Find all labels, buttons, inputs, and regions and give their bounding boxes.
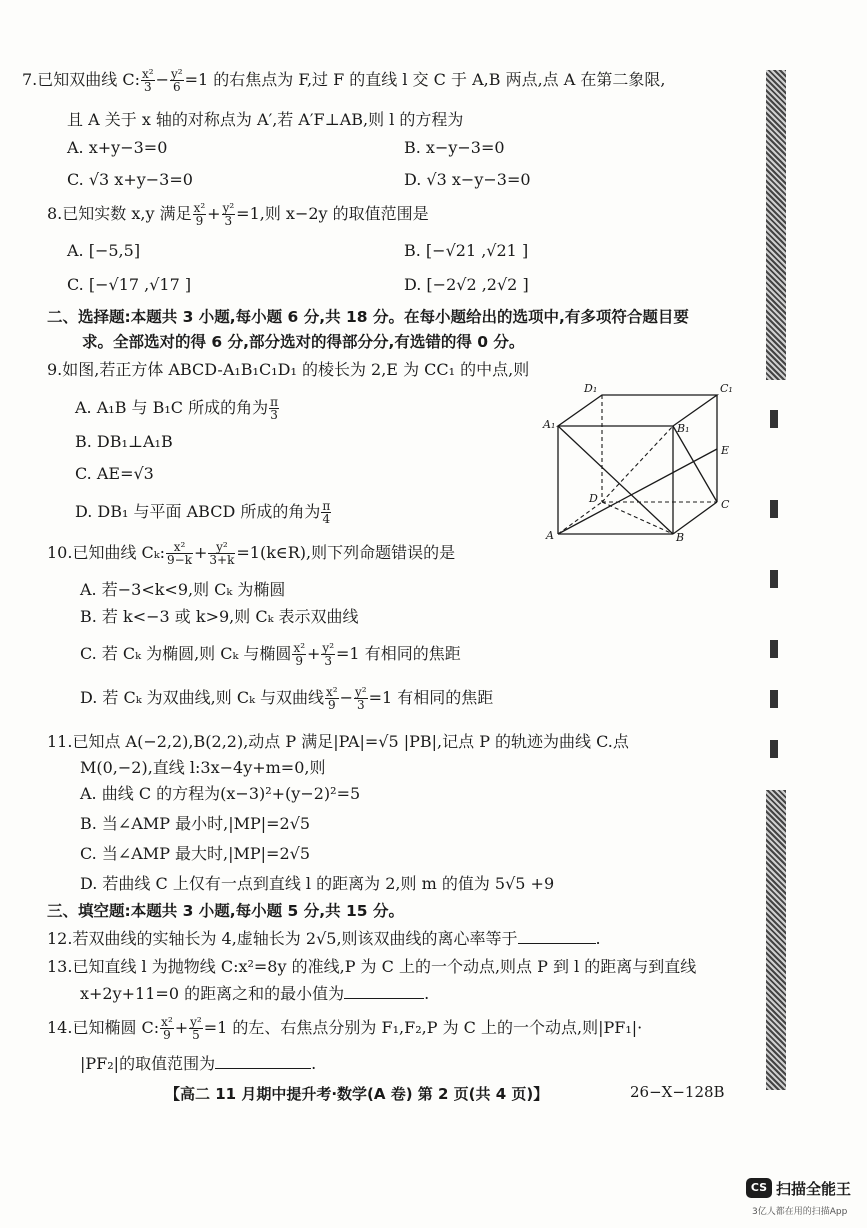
label-C1: C₁ — [720, 382, 733, 395]
q13-stem-line2: x+2y+11=0 的距离之和的最小值为 . — [80, 984, 430, 1003]
diag-DB — [602, 502, 673, 534]
q7-stem-line1: 7.已知双曲线 C: $\frac{\text{x²}}{3}$ − $\frac{\text{y²}}{6}$ =1 的右焦点为 F,过 F 的直线 l 交 C 于 A,B 两点,点 A 在第二象限, — [22, 67, 666, 94]
q8-option-b: B. [−√21 ,√21 ] — [404, 241, 529, 260]
section3-heading: 三、填空题:本题共 3 小题,每小题 5 分,共 15 分。 — [47, 902, 404, 920]
q11-option-a: A. 曲线 C 的方程为(x−3)²+(y−2)²=5 — [80, 784, 361, 803]
camscanner-logo-icon: CS — [746, 1178, 772, 1198]
diag-A1B — [558, 426, 673, 534]
margin-mark — [770, 640, 778, 658]
binding-strip-top — [766, 70, 786, 380]
section2-heading-line1: 二、选择题:本题共 3 小题,每小题 6 分,共 18 分。在每小题给出的选项中,有多项符合题目要 — [47, 308, 689, 326]
margin-mark — [770, 740, 778, 758]
page-footer: 【高二 11 月期中提升考·数学(A 卷) 第 2 页(共 4 页)】 — [165, 1085, 549, 1103]
q10-option-d: D. 若 Cₖ 为双曲线,则 Cₖ 与双曲线 $\frac{\text{x²}}{9}$ − $\frac{\text{y²}}{3}$ =1 有相同的焦距 — [80, 685, 494, 712]
edge-AD — [558, 502, 602, 534]
q14-stem-line1: 14.已知椭圆 C: $\frac{\text{x²}}{9}$ + $\frac{\text{y²}}{5}$ =1 的左、右焦点分别为 F₁,F₂,P 为 C 上的一个动点,则|PF₁|· — [47, 1015, 643, 1042]
q7-option-b: B. x−y−3=0 — [404, 138, 505, 157]
section2-heading-line2: 求。全部选对的得 6 分,部分选对的得部分分,有选错的得 0 分。 — [82, 333, 525, 351]
camscanner-tagline: 3亿人都在用的扫描App — [752, 1207, 848, 1217]
q12-stem: 12.若双曲线的实轴长为 4,虚轴长为 2√5,则该双曲线的离心率等于 . — [47, 929, 601, 948]
answer-blank[interactable] — [215, 1054, 311, 1069]
q7-stem-line2: 且 A 关于 x 轴的对称点为 A′,若 A′F⊥AB,则 l 的方程为 — [67, 110, 464, 129]
margin-mark — [770, 690, 778, 708]
exam-code: 26−X−128B — [630, 1083, 725, 1101]
cube-top-face — [558, 395, 717, 426]
q9-stem: 9.如图,若正方体 ABCD-A₁B₁C₁D₁ 的棱长为 2,E 为 CC₁ 的中点,则 — [47, 360, 530, 379]
label-B1: B₁ — [677, 422, 690, 435]
margin-mark — [770, 410, 778, 428]
q8-option-c: C. [−√17 ,√17 ] — [67, 275, 192, 294]
q11-option-b: B. 当∠AMP 最小时,|MP|=2√5 — [80, 814, 311, 833]
camscanner-name: 扫描全能王 — [776, 1180, 852, 1198]
label-A1: A₁ — [543, 418, 556, 431]
q11-option-c: C. 当∠AMP 最大时,|MP|=2√5 — [80, 844, 311, 863]
q13-stem-line1: 13.已知直线 l 为抛物线 C:x²=8y 的准线,P 为 C 上的一个动点,则点 P 到 l 的距离与到直线 — [47, 957, 697, 976]
edge-BC — [673, 502, 717, 534]
q10-option-c: C. 若 Cₖ 为椭圆,则 Cₖ 与椭圆 $\frac{\text{x²}}{9}$ + $\frac{\text{y²}}{3}$ =1 有相同的焦距 — [80, 641, 461, 668]
diag-DB1 — [602, 426, 673, 502]
q9-option-a: A. A₁B 与 B₁C 所成的角为 $\frac{\pi}{3}$ — [75, 395, 279, 422]
q10-option-a: A. 若−3<k<9,则 Cₖ 为椭圆 — [80, 580, 286, 599]
q11-stem-line2: M(0,−2),直线 l:3x−4y+m=0,则 — [80, 758, 326, 777]
margin-mark — [770, 500, 778, 518]
segment-AE — [558, 449, 717, 534]
diag-B1C — [673, 426, 717, 502]
q10-option-b: B. 若 k<−3 或 k>9,则 Cₖ 表示双曲线 — [80, 607, 359, 626]
q7-option-c: C. √3 x+y−3=0 — [67, 170, 193, 189]
q7-option-d: D. √3 x−y−3=0 — [404, 170, 531, 189]
label-E: E — [721, 444, 730, 457]
q14-stem-line2: |PF₂|的取值范围为 . — [80, 1054, 317, 1073]
q8-stem: 8.已知实数 x,y 满足 $\frac{\text{x²}}{9}$ + $\frac{\text{y²}}{3}$ =1,则 x−2y 的取值范围是 — [47, 201, 429, 228]
cube-figure — [540, 378, 740, 548]
label-A: A — [546, 529, 554, 542]
label-C: C — [721, 498, 730, 511]
answer-blank[interactable] — [518, 929, 596, 944]
q7-option-a: A. x+y−3=0 — [67, 138, 168, 157]
q11-option-d: D. 若曲线 C 上仅有一点到直线 l 的距离为 2,则 m 的值为 5√5 +9 — [80, 874, 555, 893]
q10-stem: 10.已知曲线 Cₖ: $\frac{\text{x²}}{9-k}$ + $\frac{\text{y²}}{3+k}$ =1(k∈R),则下列命题错误的是 — [47, 540, 456, 567]
label-D: D — [589, 492, 598, 505]
answer-blank[interactable] — [344, 984, 424, 999]
q9-option-b: B. DB₁⊥A₁B — [75, 432, 173, 451]
q8-option-d: D. [−2√2 ,2√2 ] — [404, 275, 529, 294]
q9-option-d: D. DB₁ 与平面 ABCD 所成的角为 $\frac{\pi}{4}$ — [75, 499, 331, 526]
q8-option-a: A. [−5,5] — [67, 241, 141, 260]
q9-option-c: C. AE=√3 — [75, 464, 154, 483]
label-D1: D₁ — [584, 382, 598, 395]
binding-strip-bottom — [766, 790, 786, 1090]
q11-stem-line1: 11.已知点 A(−2,2),B(2,2),动点 P 满足|PA|=√5 |PB|,记点 P 的轨迹为曲线 C.点 — [47, 732, 629, 751]
margin-mark — [770, 570, 778, 588]
label-B: B — [676, 531, 685, 544]
